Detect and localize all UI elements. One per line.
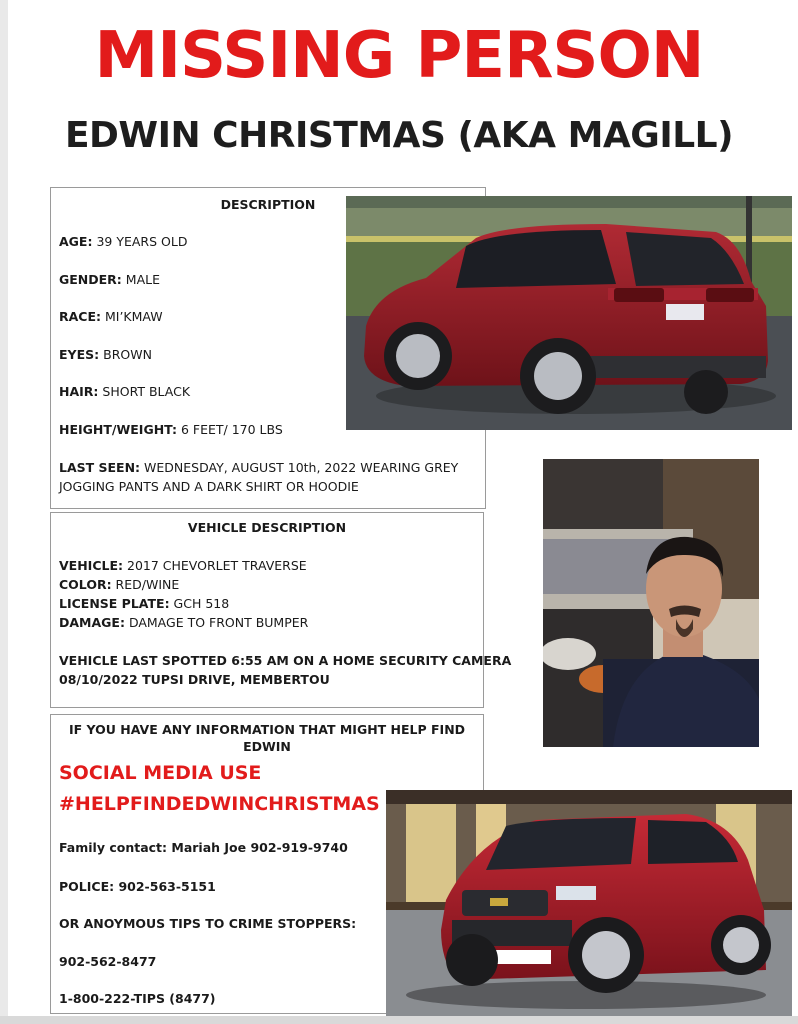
last-seen-row-2: JOGGING PANTS AND A DARK SHIRT OR HOODIE bbox=[59, 479, 359, 494]
crime-stoppers-phone-2: 1-800-222-TIPS (8477) bbox=[59, 991, 216, 1006]
gender-row bbox=[59, 272, 160, 287]
gender-label: GENDER: bbox=[59, 272, 122, 287]
age-row bbox=[59, 234, 187, 249]
person-name: EDWIN CHRISTMAS (AKA MAGILL) bbox=[64, 115, 734, 156]
vehicle-model-label: VEHICLE: bbox=[59, 558, 124, 573]
height-weight-row bbox=[59, 422, 283, 437]
eyes-label: EYES: bbox=[59, 347, 100, 362]
last-seen-row bbox=[59, 460, 458, 475]
hair-label: HAIR: bbox=[59, 384, 99, 399]
info-heading-2: EDWIN bbox=[243, 739, 291, 754]
spotted-row-2: 08/10/2022 TUPSI DRIVE, MEMBERTOU bbox=[59, 672, 330, 687]
family-contact: Family contact: Mariah Joe 902-919-9740 bbox=[59, 840, 348, 855]
hashtag-line: #HELPFINDEDWINCHRISTMAS bbox=[59, 793, 380, 815]
crime-stoppers-line: OR ANOYMOUS TIPS TO CRIME STOPPERS: bbox=[59, 916, 357, 931]
gender-value: MALE bbox=[121, 272, 160, 287]
bottom-edge-shadow bbox=[0, 1016, 798, 1024]
race-value: MI’KMAW bbox=[101, 309, 163, 324]
eyes-row bbox=[59, 347, 152, 362]
vehicle-rear-photo bbox=[346, 196, 792, 430]
eyes-value: BROWN bbox=[99, 347, 152, 362]
hair-value: SHORT BLACK bbox=[98, 384, 191, 399]
race-label: RACE: bbox=[59, 309, 102, 324]
license-plate-label: LICENSE PLATE: bbox=[59, 596, 170, 611]
description-heading: DESCRIPTION bbox=[220, 197, 316, 212]
vehicle-color-row bbox=[59, 577, 179, 592]
vehicle-color-value: RED/WINE bbox=[111, 577, 180, 592]
height-weight-label: HEIGHT/WEIGHT: bbox=[59, 422, 178, 437]
vehicle-model-row bbox=[59, 558, 307, 573]
damage-label: DAMAGE: bbox=[59, 615, 125, 630]
crime-stoppers-phone-1: 902-562-8477 bbox=[59, 954, 157, 969]
social-media-line: SOCIAL MEDIA USE bbox=[59, 762, 262, 784]
hair-row bbox=[59, 384, 190, 399]
poster-title: MISSING PERSON bbox=[94, 19, 704, 93]
damage-value: DAMAGE TO FRONT BUMPER bbox=[124, 615, 309, 630]
info-heading: IF YOU HAVE ANY INFORMATION THAT MIGHT HELP FIND bbox=[68, 722, 466, 737]
last-seen-label: LAST SEEN: bbox=[59, 460, 141, 475]
age-label: AGE: bbox=[59, 234, 93, 249]
age-value: 39 YEARS OLD bbox=[92, 234, 188, 249]
police-contact: POLICE: 902-563-5151 bbox=[59, 879, 216, 894]
damage-row bbox=[59, 615, 308, 630]
height-weight-value: 6 FEET/ 170 LBS bbox=[177, 422, 283, 437]
vehicle-front-photo bbox=[386, 790, 792, 1016]
vehicle-box bbox=[50, 512, 512, 708]
license-plate-value: GCH 518 bbox=[169, 596, 230, 611]
vehicle-color-label: COLOR: bbox=[59, 577, 112, 592]
last-seen-value: WEDNESDAY, AUGUST 10th, 2022 WEARING GREY bbox=[140, 460, 459, 475]
vehicle-heading: VEHICLE DESCRIPTION bbox=[187, 520, 347, 535]
race-row bbox=[59, 309, 163, 324]
license-plate-row bbox=[59, 596, 229, 611]
person-photo bbox=[543, 459, 759, 747]
vehicle-model-value: 2017 CHEVORLET TRAVERSE bbox=[123, 558, 307, 573]
spotted-row: VEHICLE LAST SPOTTED 6:55 AM ON A HOME SECURITY CAMERA bbox=[59, 653, 512, 668]
